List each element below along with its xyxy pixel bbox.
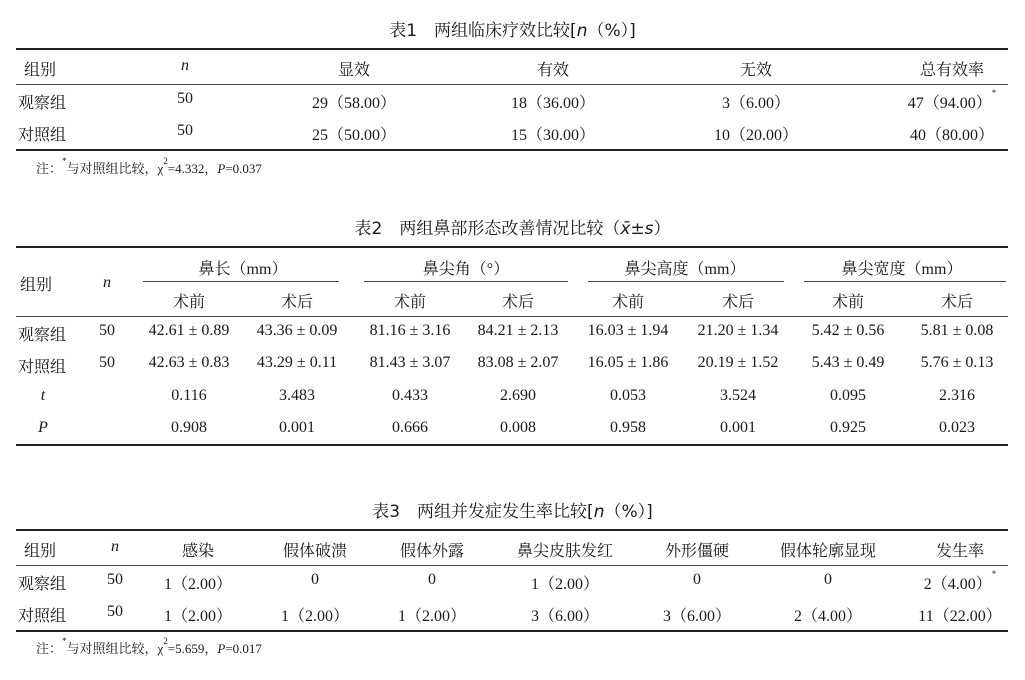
table2-group-nose-length: 鼻长（mm） <box>198 261 288 278</box>
table3-title <box>0 497 1025 522</box>
table1-cell: 40（80.00） <box>909 127 995 144</box>
table3-cell: 0 <box>693 571 701 588</box>
table3-header-contour: 假体轮廓显现 <box>779 543 877 560</box>
table2-cell: 0.116 <box>171 387 207 404</box>
note-p: P <box>217 161 226 176</box>
note-sup: 2 <box>163 156 168 166</box>
table2-cell: 0.433 <box>392 387 428 404</box>
table2-cell: 50 <box>99 322 115 339</box>
table3-cell: 3（6.00） <box>530 608 600 625</box>
table3-header-infection: 感染 <box>181 543 215 560</box>
table2-header-n: n <box>103 274 111 291</box>
table2-title <box>0 214 1025 239</box>
table2-header-rule <box>16 316 1008 317</box>
note-prefix: 注： <box>36 641 63 656</box>
table3-cell: 3（6.00） <box>662 608 732 625</box>
table3-header-group: 组别 <box>24 543 57 560</box>
table1-title-prefix: 表1 两组临床疗效比较[ <box>389 21 577 41</box>
table2-cell: 0.053 <box>610 387 646 404</box>
note-p-value: =0.017 <box>225 641 262 656</box>
table2-cell: 20.19 ± 1.52 <box>697 354 779 371</box>
table2-title-prefix: 表2 两组鼻部形态改善情况比较（ <box>354 219 621 239</box>
note-value: =5.659， <box>167 641 218 656</box>
table3-header-ulceration: 假体破溃 <box>282 543 348 560</box>
table3-cell: 1（2.00） <box>280 608 350 625</box>
table2-header-group: 组别 <box>20 277 53 294</box>
table2-top-rule <box>16 246 1008 248</box>
table2-cell: 2.316 <box>939 387 975 404</box>
table3-cell: 0 <box>824 571 832 588</box>
table2-cell: 5.81 ± 0.08 <box>920 322 994 339</box>
table3-bottom-rule <box>16 630 1008 632</box>
table2-cell: 83.08 ± 2.07 <box>477 354 559 371</box>
table2-title-mean: x̄ <box>620 219 631 239</box>
table1-cell: 3（6.00） <box>721 95 791 112</box>
table1-cell <box>908 90 997 113</box>
table3-header-n: n <box>111 538 119 555</box>
table2-cell: 5.76 ± 0.13 <box>920 354 994 371</box>
note-value: =4.332， <box>167 161 218 176</box>
table2-cell: 观察组 <box>18 327 67 344</box>
table2-title-sd: s <box>644 219 654 239</box>
table2-sub-header: 术后 <box>940 294 974 311</box>
table3-cell-value: 2（4.00） <box>923 576 992 593</box>
table1-cell: 18（36.00） <box>510 95 596 112</box>
table2-group-underline <box>804 281 1006 282</box>
table3-cell: 2（4.00） <box>793 608 863 625</box>
table3-cell: 0 <box>428 571 436 588</box>
table1-cell: 15（30.00） <box>510 127 596 144</box>
note-p-value: =0.037 <box>225 161 262 176</box>
table2-title-pm: ± <box>630 219 645 239</box>
table3-header-redness: 鼻尖皮肤发红 <box>516 543 614 560</box>
table1-header-n: n <box>181 57 189 74</box>
note-text: 与对照组比较，χ <box>66 641 164 656</box>
table3-cell: 1（2.00） <box>163 608 233 625</box>
table2-group-underline <box>364 281 568 282</box>
table2-group-tip-angle: 鼻尖角（°） <box>422 261 510 278</box>
table1-title-suffix: （%）] <box>587 21 636 41</box>
table2-cell: 对照组 <box>18 359 67 376</box>
table2-cell: 43.36 ± 0.09 <box>256 322 338 339</box>
table1-cell: 25（50.00） <box>311 127 397 144</box>
table3-header-rate: 发生率 <box>935 543 985 560</box>
table1-title <box>0 16 1025 41</box>
table2-cell: 5.43 ± 0.49 <box>811 354 885 371</box>
significance-mark: * <box>991 569 997 579</box>
table3-cell: 50 <box>107 571 123 588</box>
table3-cell: 1（2.00） <box>397 608 467 625</box>
table2-cell: 0.958 <box>610 419 646 436</box>
table2-cell: P <box>38 419 48 436</box>
table2-sub-header: 术前 <box>172 294 206 311</box>
table2-cell: 5.42 ± 0.56 <box>811 322 885 339</box>
table2-title-suffix: ） <box>653 219 671 239</box>
table2-cell: 0.908 <box>171 419 207 436</box>
table2-cell: t <box>40 387 46 404</box>
table2-cell: 43.29 ± 0.11 <box>256 354 338 371</box>
table3-title-prefix: 表3 两组并发症发生率比较[ <box>372 502 594 522</box>
table2-cell: 81.16 ± 3.16 <box>369 322 451 339</box>
table2-cell: 0.666 <box>392 419 428 436</box>
table3-top-rule <box>16 529 1008 531</box>
table1-bottom-rule <box>16 149 1008 151</box>
table3-cell: 11（22.00） <box>918 608 1002 625</box>
table2-cell: 21.20 ± 1.34 <box>697 322 779 339</box>
table2-cell: 81.43 ± 3.07 <box>369 354 451 371</box>
table2-cell: 16.03 ± 1.94 <box>587 322 669 339</box>
table3-header-exposure: 假体外露 <box>399 543 465 560</box>
note-mark: * <box>62 156 67 166</box>
table3-cell: 50 <box>107 603 123 620</box>
table2-bottom-rule <box>16 444 1008 446</box>
table3-title-suffix: （%）] <box>604 502 653 522</box>
table2-cell: 42.63 ± 0.83 <box>148 354 230 371</box>
table2-cell: 0.925 <box>830 419 866 436</box>
table3-header-rule <box>16 565 1008 566</box>
table1-cell: 10（20.00） <box>713 127 799 144</box>
table3-title-n: n <box>593 502 605 522</box>
table1-title-n: n <box>576 21 588 41</box>
table1-header-group: 组别 <box>24 62 57 79</box>
table3-header-stiffness: 外形僵硬 <box>664 543 730 560</box>
table3-cell: 1（2.00） <box>530 576 600 593</box>
table1-cell: 29（58.00） <box>311 95 397 112</box>
note-sup: 2 <box>163 636 168 646</box>
table3-cell <box>924 571 997 594</box>
note-p: P <box>217 641 226 656</box>
table2-group-tip-height: 鼻尖高度（mm） <box>624 261 746 278</box>
table2-sub-header: 术后 <box>501 294 535 311</box>
table2-cell: 0.023 <box>939 419 975 436</box>
table2-cell: 0.095 <box>830 387 866 404</box>
table3-cell: 对照组 <box>18 608 67 625</box>
table2-cell: 0.008 <box>500 419 536 436</box>
table1-header-improved: 有效 <box>536 62 570 79</box>
table1-cell: 50 <box>177 122 193 139</box>
table1-cell: 对照组 <box>18 127 67 144</box>
table2-cell: 50 <box>99 354 115 371</box>
table2-sub-header: 术前 <box>831 294 865 311</box>
table3-note <box>36 638 262 657</box>
table2-group-tip-width: 鼻尖宽度（mm） <box>841 261 963 278</box>
table1-note <box>36 158 262 177</box>
table2-cell: 3.524 <box>720 387 756 404</box>
table1-header-total: 总有效率 <box>919 62 985 79</box>
table2-sub-header: 术后 <box>280 294 314 311</box>
table2-sub-header: 术后 <box>721 294 755 311</box>
note-prefix: 注： <box>36 161 63 176</box>
table2-cell: 0.001 <box>720 419 756 436</box>
table3-cell: 0 <box>311 571 319 588</box>
table1-header-ineffective: 无效 <box>739 62 773 79</box>
table2-group-underline <box>143 281 339 282</box>
table2-sub-header: 术前 <box>611 294 645 311</box>
table2-cell: 42.61 ± 0.89 <box>148 322 230 339</box>
table2-cell: 16.05 ± 1.86 <box>587 354 669 371</box>
table3-cell: 1（2.00） <box>163 576 233 593</box>
table2-sub-header: 术前 <box>393 294 427 311</box>
table2-group-underline <box>588 281 784 282</box>
table1-cell: 50 <box>177 90 193 107</box>
table2-cell: 3.483 <box>279 387 315 404</box>
note-text: 与对照组比较，χ <box>66 161 164 176</box>
table1-cell: 观察组 <box>18 95 67 112</box>
table1-top-rule <box>16 48 1008 50</box>
note-mark: * <box>62 636 67 646</box>
significance-mark: * <box>991 88 997 98</box>
table1-header-rule <box>16 84 1008 85</box>
table2-cell: 2.690 <box>500 387 536 404</box>
table2-cell: 84.21 ± 2.13 <box>477 322 559 339</box>
table3-cell: 观察组 <box>18 576 67 593</box>
table1-cell-value: 47（94.00） <box>907 95 992 112</box>
table1-header-effective: 显效 <box>337 62 371 79</box>
table2-cell: 0.001 <box>279 419 315 436</box>
